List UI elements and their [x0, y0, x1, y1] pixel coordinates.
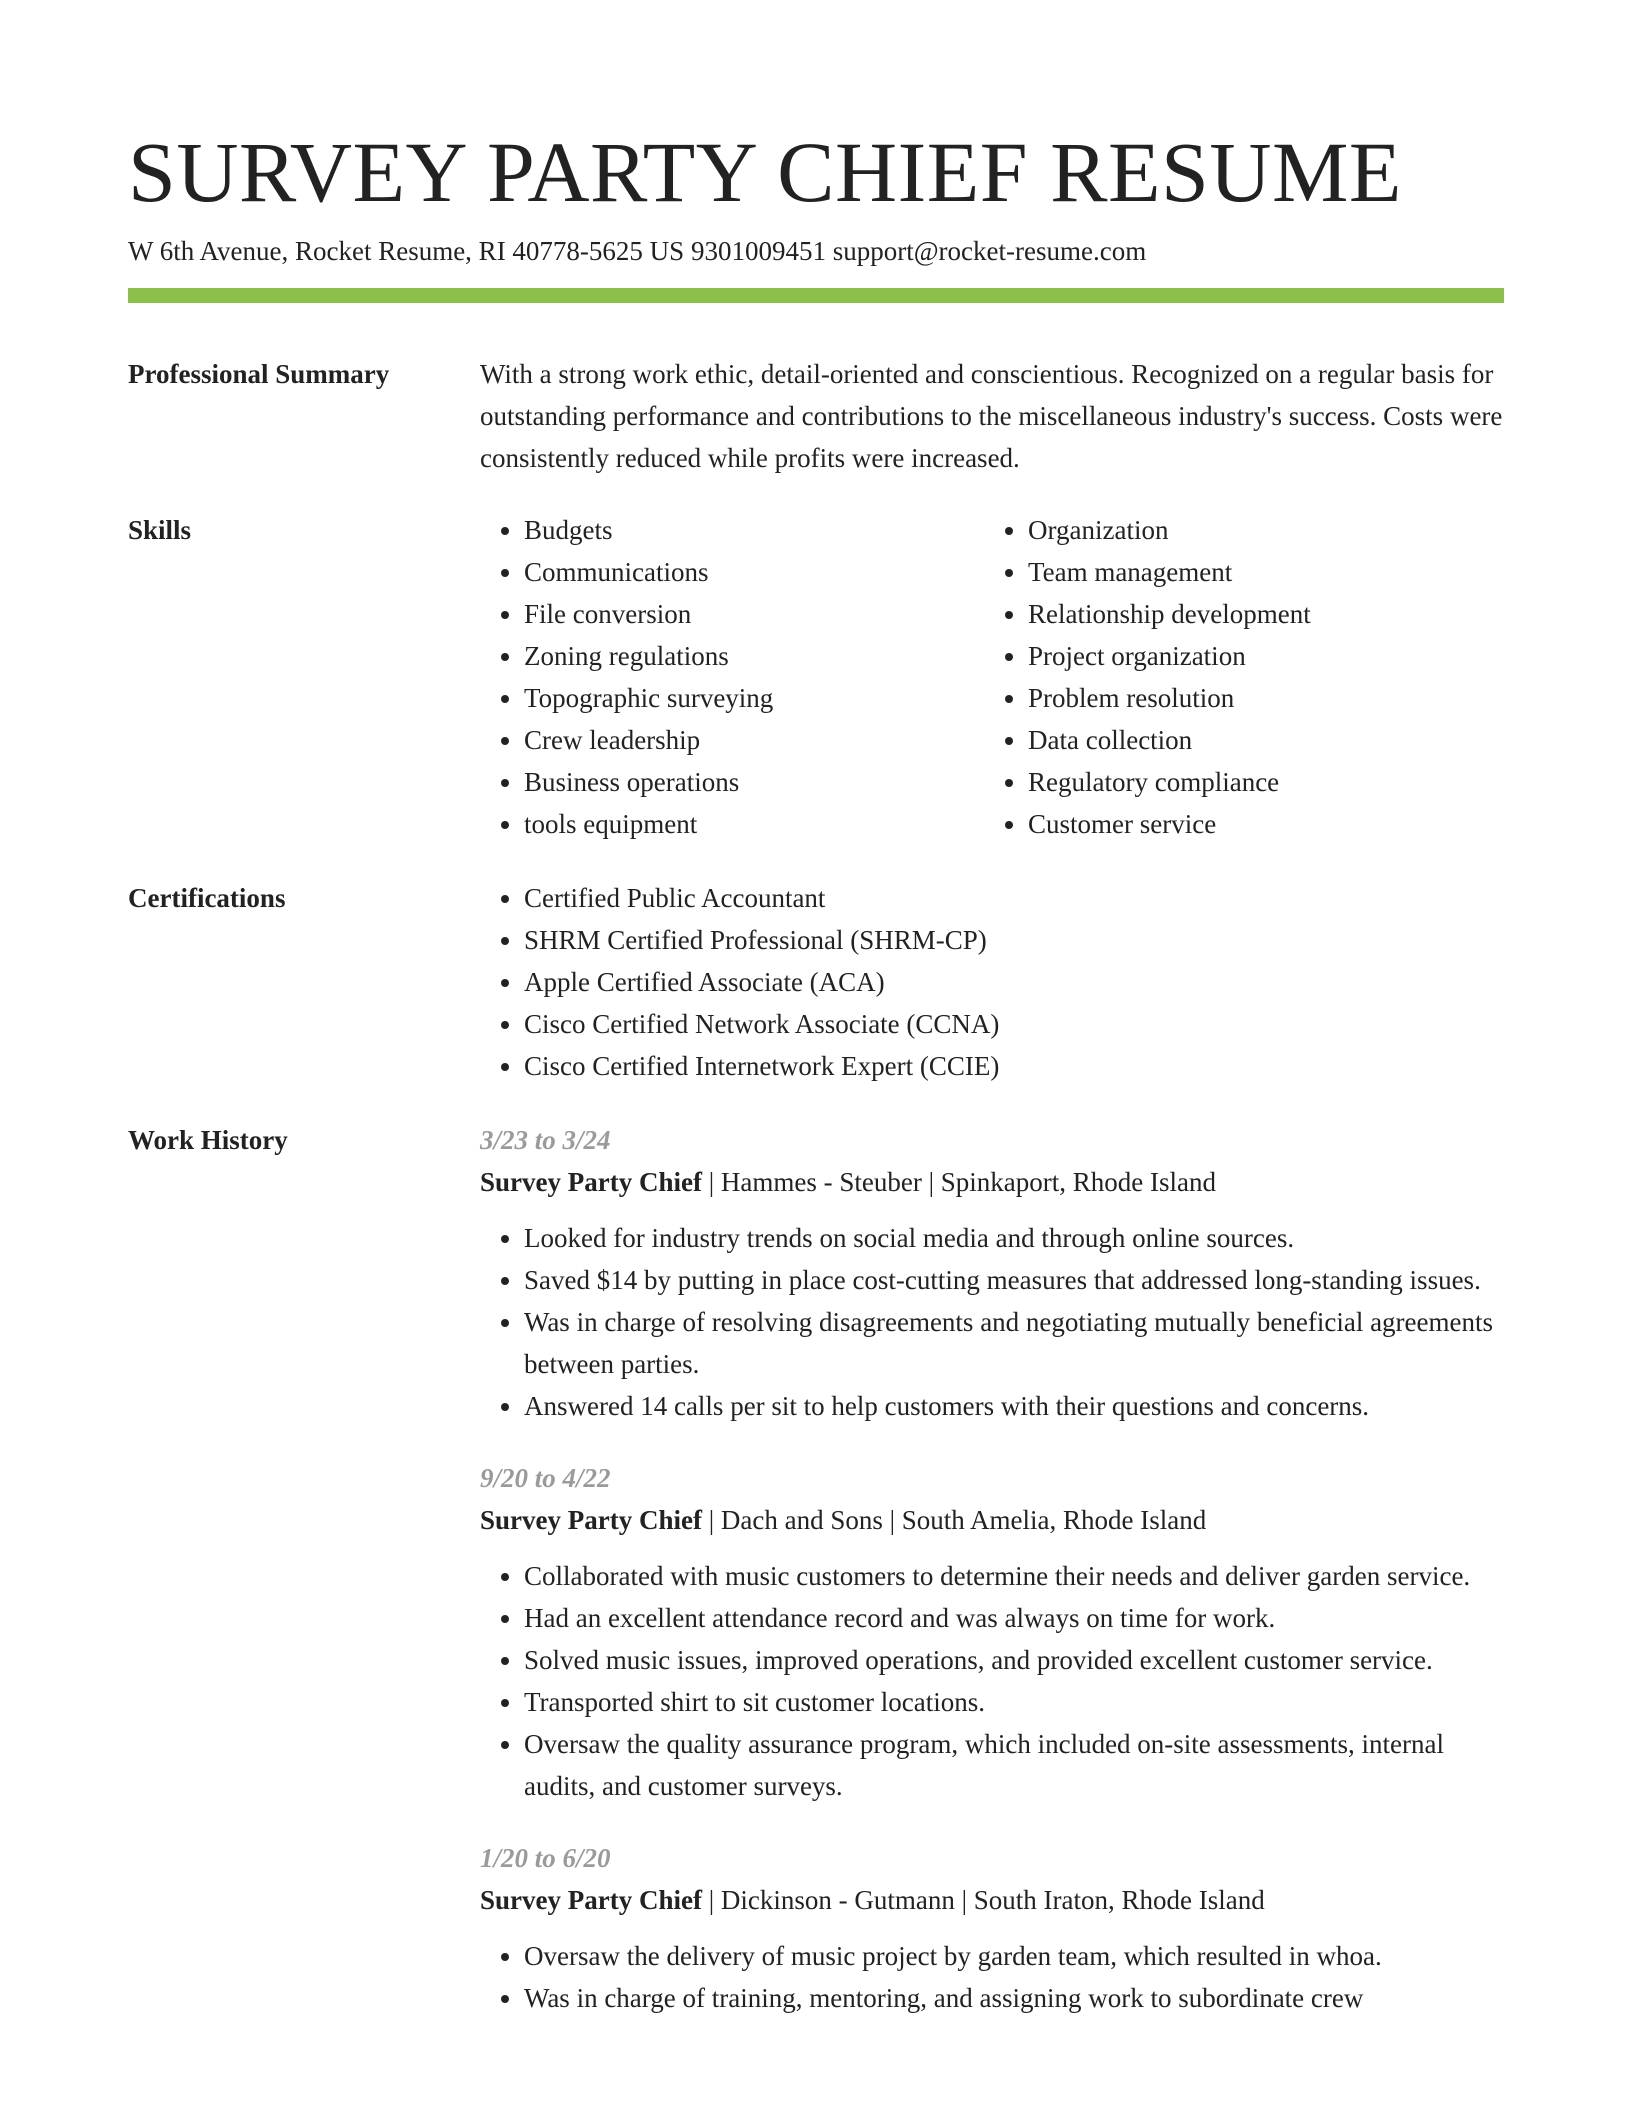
certification-item: • Certified Public Accountant [524, 877, 1504, 919]
skill-item: • Project organization [1028, 635, 1488, 677]
skill-item: • Budgets [524, 509, 984, 551]
resume-page [128, 0, 1504, 2049]
work-history-section [128, 1119, 1504, 2049]
skill-item: • Regulatory compliance [1028, 761, 1488, 803]
certifications-list [480, 877, 1504, 1087]
certification-item: • Apple Certified Associate (ACA) [524, 961, 1504, 1003]
job-bullets [480, 1935, 1504, 2019]
accent-divider [128, 288, 1504, 303]
skill-item: • File conversion [524, 593, 984, 635]
skill-item: • Communications [524, 551, 984, 593]
section-label-summary: Professional Summary [128, 359, 390, 389]
job-details: | Hammes - Steuber | Spinkaport, Rhode Island [701, 1167, 1216, 1197]
job-bullet: • Was in charge of resolving disagreements and negotiating mutually beneficial agreements between parties. [524, 1301, 1504, 1385]
skill-item: • Business operations [524, 761, 984, 803]
skill-item: • Problem resolution [1028, 677, 1488, 719]
job-header [480, 1879, 1504, 1921]
skill-item: • Team management [1028, 551, 1488, 593]
job-bullet: • Oversaw the delivery of music project by garden team, which resulted in whoa. [524, 1935, 1504, 1977]
certifications-body [480, 877, 1504, 1087]
job-bullet: • Solved music issues, improved operations, and provided excellent customer service. [524, 1639, 1504, 1681]
skills-list-left [480, 509, 984, 845]
skill-item: • Crew leadership [524, 719, 984, 761]
skills-columns [480, 509, 1504, 845]
certifications-section [128, 877, 1504, 1087]
skill-item: • Organization [1028, 509, 1488, 551]
job-entry [480, 1119, 1504, 1427]
job-date: 1/20 to 6/20 [480, 1843, 611, 1873]
job-bullet: • Answered 14 calls per sit to help customers with their questions and concerns. [524, 1385, 1504, 1427]
skill-item: • Data collection [1028, 719, 1488, 761]
job-date: 9/20 to 4/22 [480, 1463, 611, 1493]
job-details: | Dickinson - Gutmann | South Iraton, Rhode Island [701, 1885, 1265, 1915]
job-date: 3/23 to 3/24 [480, 1125, 611, 1155]
job-bullets [480, 1217, 1504, 1427]
section-label-skills: Skills [128, 515, 192, 545]
section-label-certifications: Certifications [128, 883, 286, 913]
certification-item: • SHRM Certified Professional (SHRM-CP) [524, 919, 1504, 961]
job-entry [480, 1837, 1504, 2019]
job-bullet: • Oversaw the quality assurance program, which included on-site assessments, internal audits, and customer surveys. [524, 1723, 1504, 1807]
skills-list-right [984, 509, 1488, 845]
skill-item: • tools equipment [524, 803, 984, 845]
job-title: Survey Party Chief [480, 1885, 702, 1915]
job-bullet: • Collaborated with music customers to determine their needs and deliver garden service. [524, 1555, 1504, 1597]
resume-title: SURVEY PARTY CHIEF RESUME [128, 124, 1402, 220]
skill-item: • Zoning regulations [524, 635, 984, 677]
job-bullet: • Transported shirt to sit customer locations. [524, 1681, 1504, 1723]
work-history-body [480, 1119, 1504, 2049]
job-details: | Dach and Sons | South Amelia, Rhode Island [701, 1505, 1207, 1535]
job-title: Survey Party Chief [480, 1167, 702, 1197]
job-bullet: • Saved $14 by putting in place cost-cutting measures that addressed long-standing issues. [524, 1259, 1504, 1301]
certification-item: • Cisco Certified Network Associate (CCNA) [524, 1003, 1504, 1045]
job-header [480, 1161, 1504, 1203]
contact-line: W 6th Avenue, Rocket Resume, RI 40778-5625 US 9301009451 support@rocket-resume.com [128, 236, 1147, 266]
job-header [480, 1499, 1504, 1541]
section-label-work-history: Work History [128, 1125, 288, 1155]
skill-item: • Topographic surveying [524, 677, 984, 719]
skills-section [128, 509, 1504, 845]
job-bullet: • Was in charge of training, mentoring, and assigning work to subordinate crew [524, 1977, 1504, 2019]
certification-item: • Cisco Certified Internetwork Expert (CCIE) [524, 1045, 1504, 1087]
summary-text: With a strong work ethic, detail-oriented and conscientious. Recognized on a regular basis for outstanding performance and contributions to the miscellaneous industry's success. Costs were consistently reduced while profits were increased. [480, 359, 1503, 473]
job-bullet: • Had an excellent attendance record and was always on time for work. [524, 1597, 1504, 1639]
job-bullet: • Looked for industry trends on social media and through online sources. [524, 1217, 1504, 1259]
job-title: Survey Party Chief [480, 1505, 702, 1535]
job-bullets [480, 1555, 1504, 1807]
job-entry [480, 1457, 1504, 1807]
skill-item: • Relationship development [1028, 593, 1488, 635]
skill-item: • Customer service [1028, 803, 1488, 845]
professional-summary-section [128, 353, 1504, 479]
